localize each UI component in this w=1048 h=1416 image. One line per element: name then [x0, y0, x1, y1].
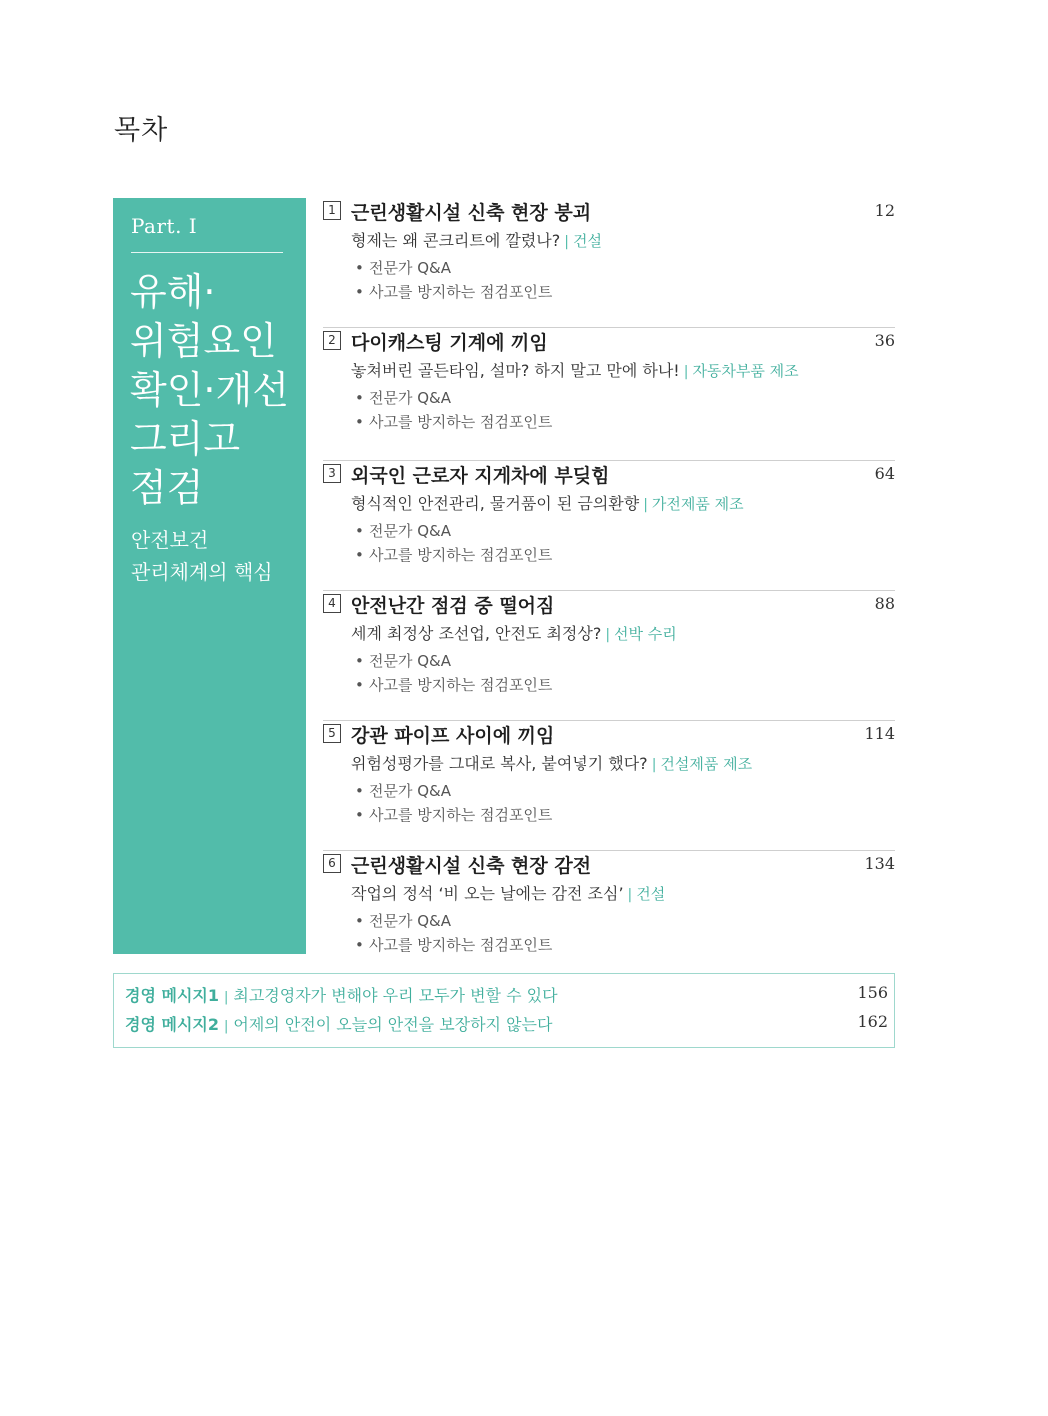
message-page-number: 156 — [857, 983, 888, 1002]
list-item-label: 전문가 Q&A — [369, 389, 452, 407]
chapter-category: 건설 — [572, 232, 602, 250]
chapter-category: 가전제품 제조 — [651, 495, 744, 513]
message-label: 경영 메시지1 — [125, 986, 219, 1005]
list-item[interactable] — [355, 909, 552, 933]
chapter-number-box: 6 — [323, 854, 341, 873]
part-heading: 유해· 위험요인 확인·개선 그리고 점검 — [130, 270, 289, 510]
bullet: • — [355, 259, 364, 277]
list-item[interactable] — [355, 280, 552, 304]
bullet: • — [355, 676, 364, 694]
chapter-title[interactable]: 외국인 근로자 지게차에 부딪힘 — [351, 465, 610, 487]
chapter-category: 선박 수리 — [614, 625, 677, 643]
part-label: Part. I — [131, 214, 198, 238]
chapter-category: 자동차부품 제조 — [692, 362, 799, 380]
chapter-entry[interactable] — [323, 461, 895, 591]
chapter-page-number: 114 — [864, 724, 895, 743]
part-panel — [113, 198, 306, 954]
list-item[interactable] — [355, 410, 552, 434]
chapter-items — [355, 386, 552, 434]
list-item[interactable] — [355, 779, 552, 803]
bullet: • — [355, 522, 364, 540]
list-item[interactable] — [355, 386, 552, 410]
page-title: 목차 — [114, 115, 169, 146]
chapter-subtitle — [351, 881, 665, 904]
list-item[interactable] — [355, 803, 552, 827]
list-item-label: 사고를 방지하는 점검포인트 — [369, 546, 553, 564]
chapter-separator: | — [651, 757, 657, 773]
chapter-separator: | — [605, 627, 611, 643]
chapter-number-box: 2 — [323, 331, 341, 350]
chapter-page-number: 134 — [864, 854, 895, 873]
chapter-separator: | — [627, 887, 633, 903]
chapter-title[interactable]: 안전난간 점검 중 떨어짐 — [351, 595, 555, 617]
list-item-label: 사고를 방지하는 점검포인트 — [369, 936, 553, 954]
list-item[interactable] — [355, 256, 552, 280]
message-page-number: 162 — [857, 1012, 888, 1031]
chapter-number-box: 5 — [323, 724, 341, 743]
chapter-items — [355, 909, 552, 957]
chapter-page-number: 12 — [874, 201, 895, 220]
list-item[interactable] — [355, 673, 552, 697]
part-divider — [131, 252, 283, 253]
chapter-subtitle — [351, 491, 744, 514]
list-item[interactable] — [355, 543, 552, 567]
part-subheading: 안전보건 관리체계의 핵심 — [131, 528, 273, 584]
chapter-items — [355, 649, 552, 697]
chapter-separator: | — [683, 364, 689, 380]
bullet: • — [355, 652, 364, 670]
list-item-label: 전문가 Q&A — [369, 912, 452, 930]
chapter-subtitle-text: 세계 최정상 조선업, 안전도 최정상? — [351, 624, 602, 643]
chapter-subtitle-text: 위험성평가를 그대로 복사, 붙여넣기 했다? — [351, 754, 648, 773]
chapter-items — [355, 256, 552, 304]
chapter-category: 건설제품 제조 — [660, 755, 753, 773]
list-item-label: 사고를 방지하는 점검포인트 — [369, 806, 553, 824]
list-item-label: 전문가 Q&A — [369, 522, 452, 540]
chapter-entry[interactable] — [323, 721, 895, 851]
list-item-label: 전문가 Q&A — [369, 782, 452, 800]
chapter-number-box: 4 — [323, 594, 341, 613]
bullet: • — [355, 782, 364, 800]
chapter-number-box: 3 — [323, 464, 341, 483]
chapter-title[interactable]: 다이캐스팅 기계에 끼임 — [351, 332, 548, 354]
bullet: • — [355, 283, 364, 301]
chapter-page-number: 36 — [874, 331, 895, 350]
chapter-items — [355, 519, 552, 567]
list-item-label: 전문가 Q&A — [369, 652, 452, 670]
message-separator: | — [223, 1019, 229, 1034]
list-item-label: 전문가 Q&A — [369, 259, 452, 277]
chapter-entry[interactable] — [323, 591, 895, 721]
chapter-subtitle — [351, 228, 602, 251]
bullet: • — [355, 389, 364, 407]
chapter-title[interactable]: 근린생활시설 신축 현장 붕괴 — [351, 202, 592, 224]
chapter-subtitle-text: 작업의 정석 ‘비 오는 날에는 감전 조심’ — [351, 884, 624, 903]
chapter-subtitle — [351, 621, 677, 644]
list-item-label: 사고를 방지하는 점검포인트 — [369, 676, 553, 694]
message-row[interactable] — [125, 983, 888, 1009]
bullet: • — [355, 413, 364, 431]
chapter-entry[interactable] — [323, 328, 895, 461]
message-text: 최고경영자가 변해야 우리 모두가 변할 수 있다 — [233, 986, 558, 1005]
chapter-title[interactable]: 강관 파이프 사이에 끼임 — [351, 725, 555, 747]
message-label: 경영 메시지2 — [125, 1015, 219, 1034]
list-item-label: 사고를 방지하는 점검포인트 — [369, 283, 553, 301]
list-item[interactable] — [355, 649, 552, 673]
chapter-separator: | — [564, 234, 569, 250]
list-item-label: 사고를 방지하는 점검포인트 — [369, 413, 553, 431]
chapter-subtitle — [351, 358, 799, 381]
chapter-entry[interactable] — [323, 851, 895, 981]
table-of-contents — [323, 198, 895, 981]
bullet: • — [355, 936, 364, 954]
chapter-subtitle-text: 형제는 왜 콘크리트에 깔렸나? — [351, 231, 561, 250]
chapter-page-number: 88 — [874, 594, 895, 613]
chapter-subtitle-text: 형식적인 안전관리, 물거품이 된 금의환향 — [351, 494, 640, 513]
bullet: • — [355, 912, 364, 930]
chapter-subtitle-text: 놓쳐버린 골든타임, 설마? 하지 말고 만에 하나! — [351, 361, 680, 380]
bullet: • — [355, 546, 364, 564]
chapter-subtitle — [351, 751, 752, 774]
chapter-separator: | — [643, 497, 648, 513]
management-messages-box — [113, 973, 895, 1048]
message-text: 어제의 안전이 오늘의 안전을 보장하지 않는다 — [233, 1015, 553, 1034]
list-item[interactable] — [355, 933, 552, 957]
chapter-category: 건설 — [636, 885, 666, 903]
bullet: • — [355, 806, 364, 824]
message-separator: | — [223, 990, 229, 1005]
chapter-title[interactable]: 근린생활시설 신축 현장 감전 — [351, 855, 592, 877]
message-row[interactable] — [125, 1012, 888, 1038]
chapter-items — [355, 779, 552, 827]
chapter-number-box: 1 — [323, 201, 341, 220]
list-item[interactable] — [355, 519, 552, 543]
chapter-entry[interactable] — [323, 198, 895, 328]
chapter-page-number: 64 — [874, 464, 895, 483]
